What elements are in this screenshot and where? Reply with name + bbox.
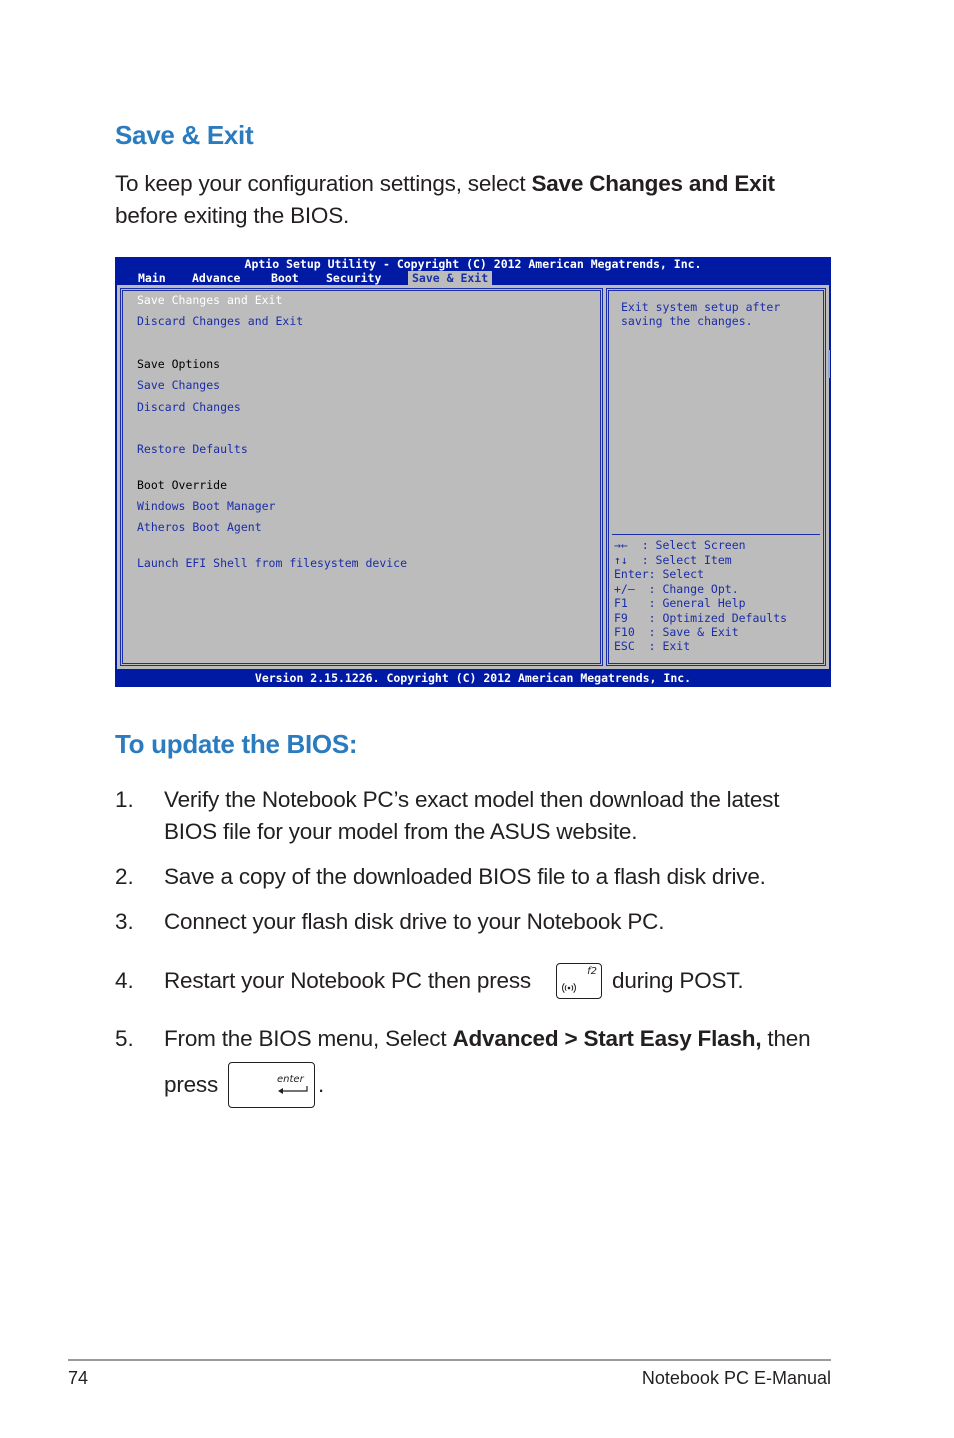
enter-key-label: enter [277,1074,304,1085]
bios-tab-boot[interactable]: Boot [271,271,299,285]
bios-key-enter-select: Enter: Select [614,567,705,581]
enter-key [228,1062,315,1108]
bios-key-select-item: ↑↓ : Select Item [614,553,732,567]
bios-key-change-opt: +/— : Change Opt. [614,582,739,596]
step-4-number: 4. [115,968,134,993]
bios-item-save-changes-and-exit[interactable]: Save Changes and Exit [137,293,283,307]
bios-footer: Version 2.15.1226. Copyright (C) 2012 American Megatrends, Inc. [254,671,692,685]
bios-header-boot-override: Boot Override [137,478,228,492]
step-2-text: Save a copy of the downloaded BIOS file to a flash disk drive. [164,864,766,889]
bios-tab-security[interactable]: Security [326,271,382,285]
step-5-number: 5. [115,1026,134,1051]
step-5-text-before: From the BIOS menu, Select [164,1026,453,1051]
bios-body [117,285,829,669]
intro-text-after: before exiting the BIOS. [115,203,350,228]
bios-key-select-screen: →← : Select Screen [614,538,746,552]
bios-help-line-1: Exit system setup after [621,300,781,314]
step-5-text-bold: Advanced > Start Easy Flash, [452,1026,762,1051]
step-1-line-1: Verify the Notebook PC’s exact model then download the latest [164,787,780,812]
bios-item-discard-changes[interactable]: Discard Changes [137,400,241,414]
intro-text-bold: Save Changes and Exit [531,171,775,196]
bios-key-general-help: F1 : General Help [614,596,746,610]
bios-key-optimized-defaults: F9 : Optimized Defaults [614,611,788,625]
bios-help-line-2: saving the changes. [621,314,753,328]
bios-tab-advance[interactable]: Advance [192,271,241,285]
bios-item-restore-defaults[interactable]: Restore Defaults [137,442,248,456]
bios-help-panel [606,288,826,666]
step-3-text: Connect your flash disk drive to your Notebook PC. [164,909,665,934]
bios-help-divider [612,534,820,535]
step-1-text [164,784,844,848]
footer-divider [68,1359,831,1361]
bios-scroll-marker [828,350,830,378]
step-2-number: 2. [115,864,134,889]
step-5-end: . [318,1072,325,1097]
step-4-text-before: Restart your Notebook PC then press [164,968,531,993]
page-number: 74 [68,1368,89,1388]
bios-item-save-changes[interactable]: Save Changes [137,378,221,392]
step-5-text-after: then [761,1026,811,1051]
bios-key-save-exit: F10 : Save & Exit [614,625,739,639]
save-exit-intro [115,168,835,232]
bios-tab-bar [115,271,831,285]
bios-header-save-options: Save Options [137,357,221,371]
bios-item-atheros-boot-agent[interactable]: Atheros Boot Agent [137,520,262,534]
f2-key [556,963,602,999]
step-1-number: 1. [115,787,134,812]
bios-menu-panel [120,288,603,666]
wireless-icon [562,981,576,993]
bios-title: Aptio Setup Utility - Copyright (C) 2012 American Megatrends, Inc. [244,257,702,271]
bios-item-launch-efi-shell[interactable]: Launch EFI Shell from filesystem device [137,556,408,570]
bios-tab-save-exit[interactable]: Save & Exit [408,271,492,285]
section-heading-update-bios: To update the BIOS: [115,729,358,759]
step-4-text-after: during POST. [612,968,744,993]
intro-text-before: To keep your configuration settings, select [115,171,532,196]
step-5-line-2: press [164,1072,219,1097]
bios-tab-main[interactable]: Main [138,271,166,285]
f2-key-label: f2 [587,966,597,977]
bios-item-windows-boot-manager[interactable]: Windows Boot Manager [137,499,276,513]
enter-arrow-icon [277,1085,309,1095]
step-3-number: 3. [115,909,134,934]
bios-key-esc-exit: ESC : Exit [614,639,691,653]
bios-screenshot [115,257,831,687]
section-heading-save-exit: Save & Exit [115,120,254,150]
manual-title: Notebook PC E-Manual [641,1368,831,1388]
step-5-text [164,1023,844,1055]
bios-item-discard-changes-and-exit[interactable]: Discard Changes and Exit [137,314,304,328]
step-1-line-2: BIOS file for your model from the ASUS website. [164,819,638,844]
